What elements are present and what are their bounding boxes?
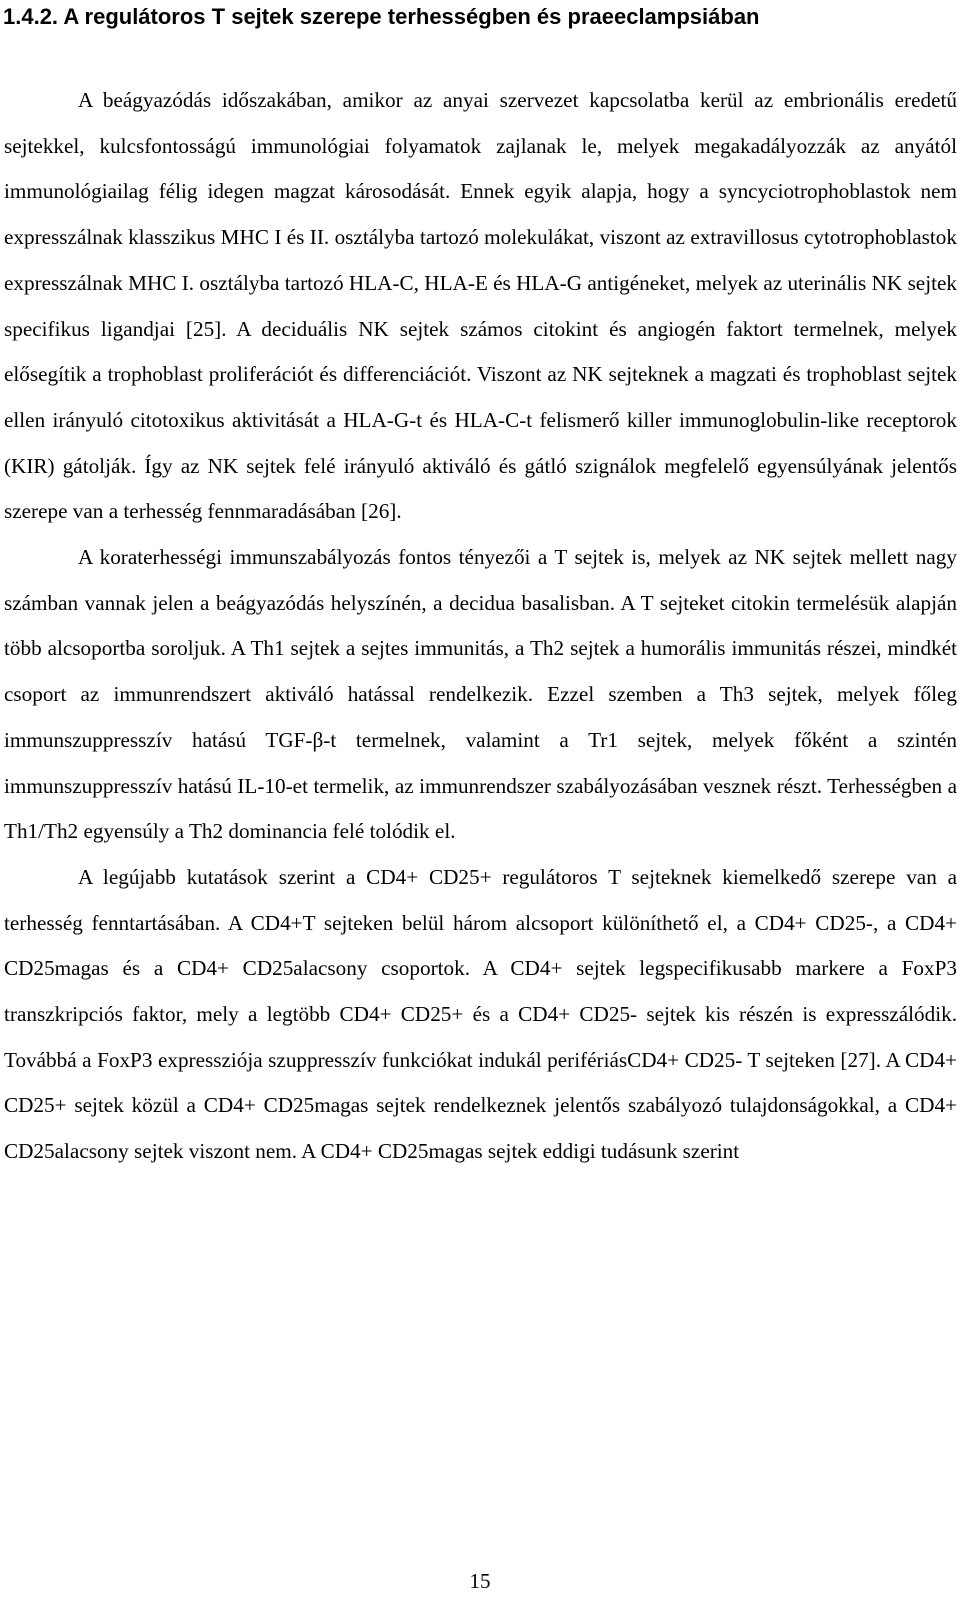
- page-number: 15: [469, 1569, 491, 1593]
- paragraph-implantation: A beágyazódás időszakában, amikor az anyai szervezet kapcsolatba kerül az embrionális eredetű sejtekkel, kulcsfontosságú immunológiai folyamatok zajlanak le, melyek megakadályozzák az anyától immunológiailag félig idegen magzat károsodását. Ennek egyik alapja, hogy a syncyciotrophoblastok nem expresszálnak klasszikus MHC I és II. osztályba tartozó molekulákat, viszont az extravillosus cytotrophoblastok expresszálnak MHC I. osztályba tartozó HLA-C, HLA-E és HLA-G antigéneket, melyek az uterinális NK sejtek specifikus ligandjai [25]. A deciduális NK sejtek számos citokint és angiogén faktort termelnek, melyek elősegítik a trophoblast proliferációt és differenciációt. Viszont az NK sejteknek a magzati és trophoblast sejtek ellen irányuló citotoxikus aktivitását a HLA-G-t és HLA-C-t felismerő killer immunoglobulin-like receptorok (KIR) gátolják. Így az NK sejtek felé irányuló aktiváló és gátló szignálok megfelelő egyensúlyának jelentős szerepe van a terhesség fennmaradásában [26].: [4, 88, 957, 524]
- section-heading: 1.4.2. A regulátoros T sejtek szerepe terhességben és praeeclampsiában: [3, 4, 760, 29]
- paragraph-t-cells: A koraterhességi immunszabályozás fontos tényezői a T sejtek is, melyek az NK sejtek mellett nagy számban vannak jelen a beágyazódás helyszínén, a decidua basalisban. A T sejteket citokin termelésük alapján több alcsoportba soroljuk. A Th1 sejtek a sejtes immunitás, a Th2 sejtek a humorális immunitás részei, mindkét csoport az immunrendszert aktiváló hatással rendelkezik. Ezzel szemben a Th3 sejtek, melyek főleg immunszuppresszív hatású TGF-β-t termelnek, valamint a Tr1 sejtek, melyek főként a szintén immunszuppresszív hatású IL-10-et termelik, az immunrendszer szabályozásában vesznek részt. Terhességben a Th1/Th2 egyensúly a Th2 dominancia felé tolódik el.: [4, 545, 957, 844]
- paragraph-regulatory-t-cells: A legújabb kutatások szerint a CD4+ CD25+ regulátoros T sejteknek kiemelkedő szerepe van a terhesség fenntartásában. A CD4+T sejteken belül három alcsoport különíthető el, a CD4+ CD25-, a CD4+ CD25magas és a CD4+ CD25alacsony csoportok. A CD4+ sejtek legspecifikusabb markere a FoxP3 transzkripciós faktor, mely a legtöbb CD4+ CD25+ és a CD4+ CD25- sejtek kis részén is expresszálódik. Továbbá a FoxP3 expressziója szuppresszív funkciókat indukál perifériásCD4+ CD25- T sejteken [27]. A CD4+ CD25+ sejtek közül a CD4+ CD25magas sejtek rendelkeznek jelentős szabályozó tulajdonságokkal, a CD4+ CD25alacsony sejtek viszont nem. A CD4+ CD25magas sejtek eddigi tudásunk szerint: [4, 864, 957, 1164]
- body-text: [4, 78, 957, 1175]
